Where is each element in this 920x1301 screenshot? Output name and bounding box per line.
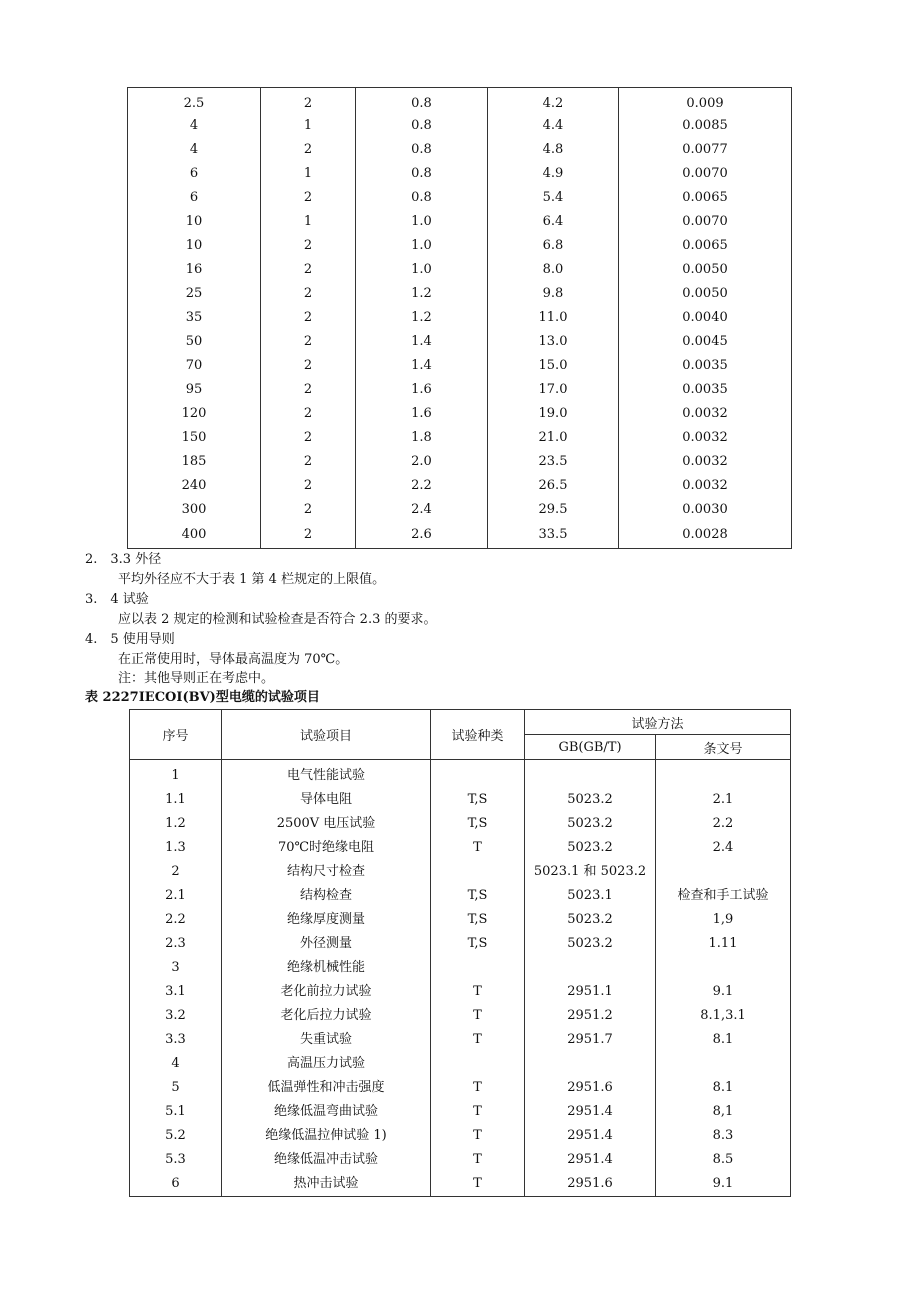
cell-seq: 4	[130, 1052, 222, 1076]
table-row	[128, 498, 792, 522]
cell-max-outer-diameter: 11.0	[488, 306, 619, 330]
cell-test-item: 老化后拉力试验	[222, 1004, 431, 1028]
cell-seq: 2.3	[130, 932, 222, 956]
table-row	[130, 1100, 791, 1124]
cell-insulation-resistance: 0.0070	[619, 162, 792, 186]
cell-seq: 2	[130, 860, 222, 884]
cell-nominal-section: 6	[128, 162, 261, 186]
cell-test-item: 导体电阻	[222, 788, 431, 812]
cell-nominal-section: 400	[128, 522, 261, 549]
cell-insulation-resistance: 0.0070	[619, 210, 792, 234]
cell-conductor-class: 2	[261, 402, 356, 426]
cell-clause: 8.1	[656, 1028, 791, 1052]
cell-insulation-thickness: 1.0	[356, 258, 488, 282]
cell-insulation-resistance: 0.0030	[619, 498, 792, 522]
test-items-table	[129, 709, 791, 1197]
cell-gb-standard: 5023.2	[525, 836, 656, 860]
cell-gb-standard: 5023.2	[525, 932, 656, 956]
cell-max-outer-diameter: 23.5	[488, 450, 619, 474]
cell-conductor-class: 2	[261, 474, 356, 498]
header-item: 试验项目	[222, 710, 431, 760]
cell-test-item: 结构尺寸检查	[222, 860, 431, 884]
cell-conductor-class: 2	[261, 234, 356, 258]
header-method: 试验方法	[525, 710, 791, 735]
cell-nominal-section: 150	[128, 426, 261, 450]
cell-clause: 8.5	[656, 1148, 791, 1172]
cell-clause	[656, 860, 791, 884]
cell-test-kind: T	[431, 1124, 525, 1148]
cell-nominal-section: 95	[128, 378, 261, 402]
cell-max-outer-diameter: 15.0	[488, 354, 619, 378]
table-row	[130, 932, 791, 956]
cell-insulation-thickness: 0.8	[356, 88, 488, 115]
cell-conductor-class: 2	[261, 282, 356, 306]
cell-seq: 2.2	[130, 908, 222, 932]
cell-test-item: 70℃时绝缘电阻	[222, 836, 431, 860]
cell-insulation-thickness: 1.0	[356, 234, 488, 258]
cell-insulation-resistance: 0.009	[619, 88, 792, 115]
cell-insulation-thickness: 0.8	[356, 186, 488, 210]
table-row	[130, 980, 791, 1004]
cell-insulation-thickness: 1.6	[356, 378, 488, 402]
cell-clause: 8.3	[656, 1124, 791, 1148]
cell-gb-standard: 5023.1	[525, 884, 656, 908]
cell-nominal-section: 10	[128, 234, 261, 258]
cell-seq: 3.2	[130, 1004, 222, 1028]
cell-test-kind: T	[431, 980, 525, 1004]
cell-test-item: 结构检查	[222, 884, 431, 908]
cell-max-outer-diameter: 8.0	[488, 258, 619, 282]
cell-nominal-section: 10	[128, 210, 261, 234]
cell-nominal-section: 6	[128, 186, 261, 210]
cell-test-item: 绝缘低温弯曲试验	[222, 1100, 431, 1124]
cell-gb-standard	[525, 760, 656, 789]
table-row	[128, 402, 792, 426]
cell-insulation-thickness: 1.4	[356, 354, 488, 378]
cell-insulation-thickness: 2.0	[356, 450, 488, 474]
cell-conductor-class: 1	[261, 210, 356, 234]
cell-clause: 2.2	[656, 812, 791, 836]
cell-insulation-resistance: 0.0035	[619, 378, 792, 402]
cell-clause: 8.1	[656, 1076, 791, 1100]
cell-nominal-section: 25	[128, 282, 261, 306]
section-2-3-3-heading: 2. 3.3 外径	[85, 552, 162, 567]
cell-test-item: 绝缘低温拉伸试验 1)	[222, 1124, 431, 1148]
cell-test-kind: T,S	[431, 932, 525, 956]
cell-seq: 5	[130, 1076, 222, 1100]
test-items-table-body	[130, 760, 791, 1197]
cell-test-kind	[431, 1052, 525, 1076]
cell-nominal-section: 16	[128, 258, 261, 282]
cell-test-item: 老化前拉力试验	[222, 980, 431, 1004]
cell-seq: 5.3	[130, 1148, 222, 1172]
cell-conductor-class: 1	[261, 114, 356, 138]
cell-max-outer-diameter: 4.9	[488, 162, 619, 186]
cell-test-kind: T	[431, 1076, 525, 1100]
cell-conductor-class: 2	[261, 426, 356, 450]
cell-max-outer-diameter: 5.4	[488, 186, 619, 210]
cell-clause: 检查和手工试验	[656, 884, 791, 908]
cell-clause	[656, 956, 791, 980]
cell-test-item: 外径测量	[222, 932, 431, 956]
cell-insulation-resistance: 0.0032	[619, 402, 792, 426]
cell-test-kind: T	[431, 1148, 525, 1172]
cell-gb-standard	[525, 956, 656, 980]
cell-max-outer-diameter: 4.4	[488, 114, 619, 138]
cell-nominal-section: 4	[128, 114, 261, 138]
cell-insulation-resistance: 0.0050	[619, 258, 792, 282]
section-2-3-3-body: 平均外径应不大于表 1 第 4 栏规定的上限值。	[118, 572, 386, 587]
cell-insulation-thickness: 1.8	[356, 426, 488, 450]
cell-seq: 6	[130, 1172, 222, 1197]
cell-conductor-class: 2	[261, 522, 356, 549]
table-row	[128, 450, 792, 474]
cell-nominal-section: 120	[128, 402, 261, 426]
cell-seq: 3	[130, 956, 222, 980]
cell-seq: 1.3	[130, 836, 222, 860]
cell-gb-standard: 2951.7	[525, 1028, 656, 1052]
cell-seq: 3.3	[130, 1028, 222, 1052]
table-row	[130, 956, 791, 980]
cell-nominal-section: 2.5	[128, 88, 261, 115]
cell-gb-standard: 5023.2	[525, 812, 656, 836]
cell-insulation-resistance: 0.0050	[619, 282, 792, 306]
cell-test-kind: T	[431, 1100, 525, 1124]
cell-test-kind: T,S	[431, 884, 525, 908]
cell-nominal-section: 240	[128, 474, 261, 498]
cell-insulation-resistance: 0.0045	[619, 330, 792, 354]
cell-insulation-thickness: 1.2	[356, 306, 488, 330]
cell-clause: 9.1	[656, 1172, 791, 1197]
cell-insulation-thickness: 1.6	[356, 402, 488, 426]
cell-gb-standard: 5023.1 和 5023.2	[525, 860, 656, 884]
table-row	[128, 234, 792, 258]
table-row	[130, 908, 791, 932]
cell-test-item: 热冲击试验	[222, 1172, 431, 1197]
test-items-table-header	[130, 710, 791, 760]
table-row	[128, 378, 792, 402]
header-kind: 试验种类	[431, 710, 525, 760]
cell-max-outer-diameter: 4.2	[488, 88, 619, 115]
cell-clause: 2.4	[656, 836, 791, 860]
cell-insulation-thickness: 0.8	[356, 114, 488, 138]
cell-conductor-class: 2	[261, 306, 356, 330]
cell-gb-standard: 2951.6	[525, 1076, 656, 1100]
table-row	[130, 1124, 791, 1148]
table-row	[130, 1004, 791, 1028]
cell-seq: 3.1	[130, 980, 222, 1004]
cell-test-kind: T,S	[431, 908, 525, 932]
table2-title: 表 2227IECOI(BV)型电缆的试验项目	[85, 690, 320, 705]
section-3-4-heading: 3. 4 试验	[85, 592, 149, 607]
cell-insulation-resistance: 0.0032	[619, 474, 792, 498]
cell-nominal-section: 35	[128, 306, 261, 330]
table-row	[128, 210, 792, 234]
cell-nominal-section: 4	[128, 138, 261, 162]
cell-test-kind	[431, 956, 525, 980]
cell-test-kind: T	[431, 1172, 525, 1197]
table-row	[130, 884, 791, 908]
table-row	[130, 760, 791, 789]
dimensions-table	[127, 87, 792, 549]
cell-insulation-resistance: 0.0065	[619, 186, 792, 210]
header-clause: 条文号	[656, 735, 791, 760]
cell-conductor-class: 2	[261, 258, 356, 282]
cell-max-outer-diameter: 6.8	[488, 234, 619, 258]
cell-max-outer-diameter: 33.5	[488, 522, 619, 549]
table-row	[128, 88, 792, 115]
cell-insulation-resistance: 0.0035	[619, 354, 792, 378]
cell-insulation-thickness: 1.2	[356, 282, 488, 306]
table-row	[128, 306, 792, 330]
cell-insulation-thickness: 0.8	[356, 138, 488, 162]
cell-insulation-resistance: 0.0077	[619, 138, 792, 162]
cell-test-kind: T	[431, 1004, 525, 1028]
cell-test-kind	[431, 860, 525, 884]
cell-insulation-thickness: 1.0	[356, 210, 488, 234]
cell-conductor-class: 2	[261, 88, 356, 115]
cell-gb-standard: 2951.4	[525, 1100, 656, 1124]
cell-test-item: 2500V 电压试验	[222, 812, 431, 836]
cell-clause: 2.1	[656, 788, 791, 812]
cell-test-item: 绝缘机械性能	[222, 956, 431, 980]
cell-max-outer-diameter: 6.4	[488, 210, 619, 234]
cell-test-item: 绝缘低温冲击试验	[222, 1148, 431, 1172]
cell-nominal-section: 70	[128, 354, 261, 378]
cell-gb-standard	[525, 1052, 656, 1076]
cell-nominal-section: 185	[128, 450, 261, 474]
cell-test-kind: T	[431, 1028, 525, 1052]
cell-conductor-class: 1	[261, 162, 356, 186]
cell-clause: 1.11	[656, 932, 791, 956]
cell-conductor-class: 2	[261, 498, 356, 522]
cell-insulation-resistance: 0.0065	[619, 234, 792, 258]
cell-gb-standard: 2951.1	[525, 980, 656, 1004]
cell-clause: 8.1,3.1	[656, 1004, 791, 1028]
cell-test-kind: T,S	[431, 788, 525, 812]
table-row	[130, 1076, 791, 1100]
table-row	[130, 812, 791, 836]
section-3-4-body: 应以表 2 规定的检测和试验检查是否符合 2.3 的要求。	[118, 612, 437, 627]
cell-gb-standard: 5023.2	[525, 788, 656, 812]
cell-seq: 2.1	[130, 884, 222, 908]
table-row	[128, 354, 792, 378]
cell-test-item: 电气性能试验	[222, 760, 431, 789]
cell-clause	[656, 1052, 791, 1076]
cell-test-item: 绝缘厚度测量	[222, 908, 431, 932]
table-row	[128, 474, 792, 498]
cell-test-item: 失重试验	[222, 1028, 431, 1052]
cell-seq: 1.2	[130, 812, 222, 836]
table-row	[128, 138, 792, 162]
table-row	[130, 1028, 791, 1052]
section-4-5-note: 注：其他导则正在考虑中。	[118, 671, 275, 686]
table-row	[130, 860, 791, 884]
cell-max-outer-diameter: 17.0	[488, 378, 619, 402]
cell-conductor-class: 2	[261, 450, 356, 474]
cell-conductor-class: 2	[261, 330, 356, 354]
cell-seq: 5.1	[130, 1100, 222, 1124]
cell-max-outer-diameter: 9.8	[488, 282, 619, 306]
cell-insulation-resistance: 0.0032	[619, 426, 792, 450]
cell-test-kind	[431, 760, 525, 789]
cell-clause	[656, 760, 791, 789]
cell-test-item: 高温压力试验	[222, 1052, 431, 1076]
cell-test-kind: T,S	[431, 812, 525, 836]
table-row	[128, 186, 792, 210]
cell-max-outer-diameter: 4.8	[488, 138, 619, 162]
table-row	[130, 1172, 791, 1197]
cell-conductor-class: 2	[261, 354, 356, 378]
cell-max-outer-diameter: 21.0	[488, 426, 619, 450]
cell-insulation-resistance: 0.0085	[619, 114, 792, 138]
cell-test-item: 低温弹性和冲击强度	[222, 1076, 431, 1100]
cell-nominal-section: 300	[128, 498, 261, 522]
cell-gb-standard: 5023.2	[525, 908, 656, 932]
cell-max-outer-diameter: 26.5	[488, 474, 619, 498]
cell-gb-standard: 2951.4	[525, 1148, 656, 1172]
cell-conductor-class: 2	[261, 186, 356, 210]
table-row	[130, 788, 791, 812]
cell-insulation-thickness: 2.6	[356, 522, 488, 549]
section-4-5-heading: 4. 5 使用导则	[85, 632, 175, 647]
cell-max-outer-diameter: 29.5	[488, 498, 619, 522]
cell-seq: 5.2	[130, 1124, 222, 1148]
table-row	[128, 282, 792, 306]
section-4-5-body: 在正常使用时，导体最高温度为 70℃。	[118, 652, 349, 667]
cell-gb-standard: 2951.6	[525, 1172, 656, 1197]
cell-clause: 9.1	[656, 980, 791, 1004]
cell-insulation-thickness: 0.8	[356, 162, 488, 186]
dimensions-table-body	[128, 88, 792, 549]
cell-clause: 1,9	[656, 908, 791, 932]
table-row	[130, 836, 791, 860]
cell-conductor-class: 2	[261, 138, 356, 162]
table-row	[128, 114, 792, 138]
cell-test-kind: T	[431, 836, 525, 860]
cell-gb-standard: 2951.2	[525, 1004, 656, 1028]
cell-clause: 8,1	[656, 1100, 791, 1124]
table-row	[128, 522, 792, 549]
cell-max-outer-diameter: 19.0	[488, 402, 619, 426]
header-seq: 序号	[130, 710, 222, 760]
cell-insulation-resistance: 0.0032	[619, 450, 792, 474]
cell-insulation-thickness: 1.4	[356, 330, 488, 354]
table-row	[128, 330, 792, 354]
table-row	[128, 426, 792, 450]
table-row	[130, 1148, 791, 1172]
cell-nominal-section: 50	[128, 330, 261, 354]
cell-insulation-thickness: 2.4	[356, 498, 488, 522]
header-gb: GB(GB/T)	[525, 735, 656, 760]
table-row	[128, 162, 792, 186]
cell-gb-standard: 2951.4	[525, 1124, 656, 1148]
cell-insulation-resistance: 0.0028	[619, 522, 792, 549]
cell-insulation-resistance: 0.0040	[619, 306, 792, 330]
table-row	[128, 258, 792, 282]
cell-seq: 1.1	[130, 788, 222, 812]
cell-insulation-thickness: 2.2	[356, 474, 488, 498]
table-row	[130, 1052, 791, 1076]
cell-conductor-class: 2	[261, 378, 356, 402]
cell-max-outer-diameter: 13.0	[488, 330, 619, 354]
cell-seq: 1	[130, 760, 222, 789]
